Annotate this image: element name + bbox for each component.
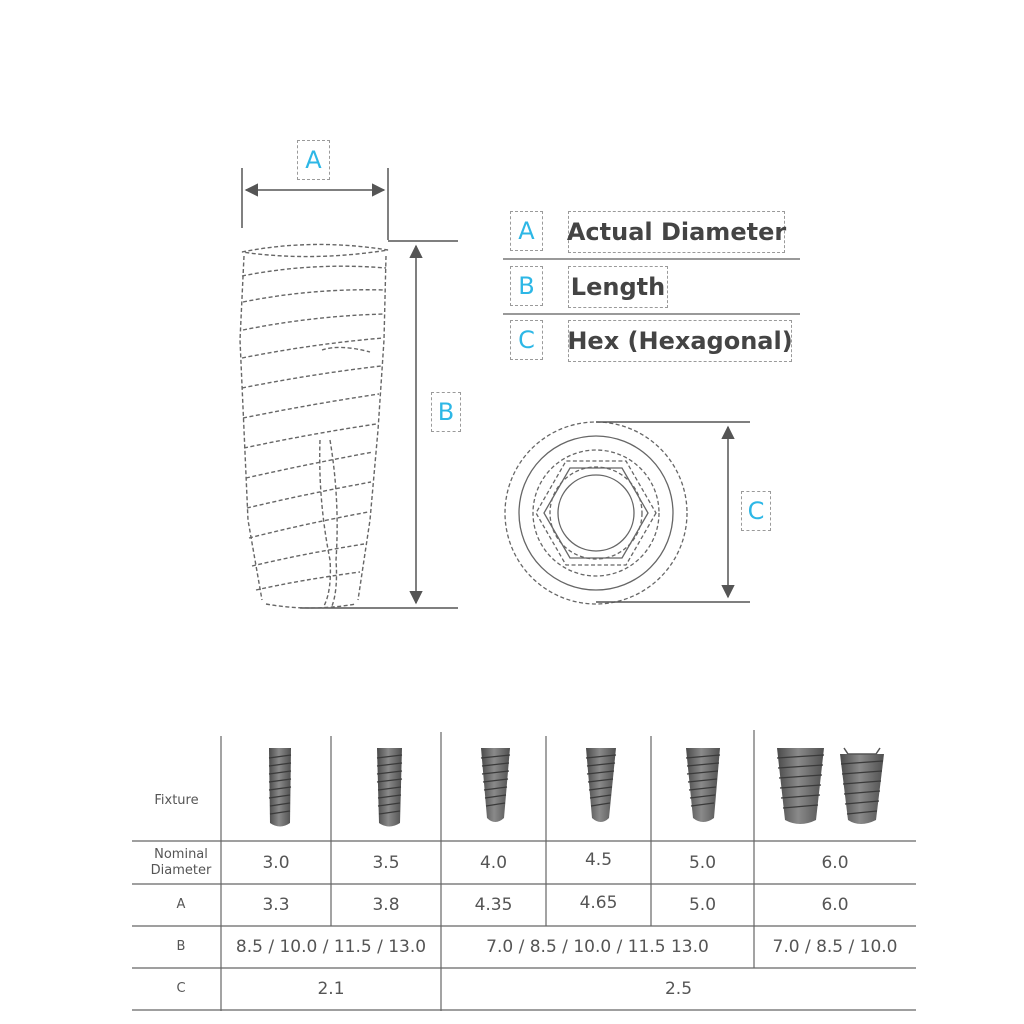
b-value: 8.5 / 10.0 / 11.5 / 13.0 <box>235 937 427 957</box>
a-cell <box>651 884 754 926</box>
legend-b-letter-box <box>510 266 543 306</box>
dimension-c-letter: C <box>747 497 765 525</box>
nominal-value: 6.0 <box>821 852 849 873</box>
row-header-nominal <box>132 841 230 884</box>
row-header-b <box>132 926 230 968</box>
fixture-photo-3 <box>481 748 510 822</box>
spec-table <box>132 728 916 1011</box>
dimension-b-label <box>431 392 461 432</box>
a-cell <box>221 884 331 926</box>
fixture-photo-1 <box>269 748 291 827</box>
legend-a-text: Actual Diameter <box>566 218 787 246</box>
nominal-cell <box>221 841 331 884</box>
nominal-value: 5.0 <box>688 852 717 873</box>
nominal-cell <box>331 841 441 884</box>
nominal-label-line2: Diameter <box>150 862 212 878</box>
nominal-value: 4.0 <box>479 852 508 873</box>
legend-b-text-box <box>568 266 668 308</box>
implant-side-view <box>240 244 388 608</box>
fixture-photo-2 <box>377 748 402 827</box>
b-value: 7.0 / 8.5 / 10.0 <box>772 937 898 957</box>
nominal-value: 3.0 <box>262 852 290 873</box>
legend-c-text-box <box>568 320 792 362</box>
dimension-a-label <box>297 140 330 180</box>
c-value: 2.1 <box>317 979 345 999</box>
row-header-fixture <box>132 768 221 834</box>
legend-a-text-box <box>568 211 785 253</box>
a-value: 3.8 <box>372 895 400 915</box>
a-label: A <box>176 897 186 912</box>
legend-c-text: Hex (Hexagonal) <box>567 327 793 355</box>
nominal-value: 4.5 <box>584 849 613 870</box>
a-cell <box>331 884 441 926</box>
c-cell <box>441 968 916 1010</box>
a-cell <box>441 884 546 926</box>
b-value: 7.0 / 8.5 / 10.0 / 11.5 13.0 <box>486 937 709 957</box>
nominal-value: 3.5 <box>372 852 400 873</box>
nominal-cell <box>441 841 546 884</box>
legend-b-text: Length <box>570 273 666 301</box>
a-value: 4.35 <box>474 895 513 915</box>
c-label: C <box>176 981 186 996</box>
a-value: 5.0 <box>688 895 717 915</box>
a-cell <box>754 884 916 926</box>
b-cell <box>441 926 754 968</box>
dimension-c-label <box>741 491 771 531</box>
nominal-label-line1: Nominal <box>154 846 208 862</box>
fixture-label: Fixture <box>154 793 199 808</box>
a-value: 6.0 <box>821 895 849 915</box>
a-cell <box>546 882 651 924</box>
implant-top-view <box>505 422 687 604</box>
legend-a-letter-box <box>510 211 543 251</box>
b-cell <box>221 926 441 968</box>
legend-c-letter-box <box>510 320 543 360</box>
b-cell <box>754 926 916 968</box>
a-value: 4.65 <box>579 893 618 913</box>
fixture-photo-5 <box>686 748 720 822</box>
c-cell <box>221 968 441 1010</box>
a-value: 3.3 <box>262 895 290 915</box>
c-value: 2.5 <box>664 979 693 999</box>
legend-a-letter: A <box>518 217 535 245</box>
nominal-cell <box>546 838 651 881</box>
fixture-photo-4 <box>586 748 616 822</box>
row-header-c <box>132 968 230 1010</box>
fixture-photo-6b <box>840 748 884 824</box>
row-header-a <box>132 884 230 926</box>
fixture-photo-6a <box>777 748 824 824</box>
dimension-b-letter: B <box>437 398 455 426</box>
legend-b-letter: B <box>518 272 535 300</box>
b-label: B <box>176 939 186 954</box>
nominal-cell <box>651 841 754 884</box>
nominal-cell <box>754 841 916 884</box>
dimension-a-letter: A <box>305 146 322 174</box>
legend-c-letter: C <box>518 326 535 354</box>
